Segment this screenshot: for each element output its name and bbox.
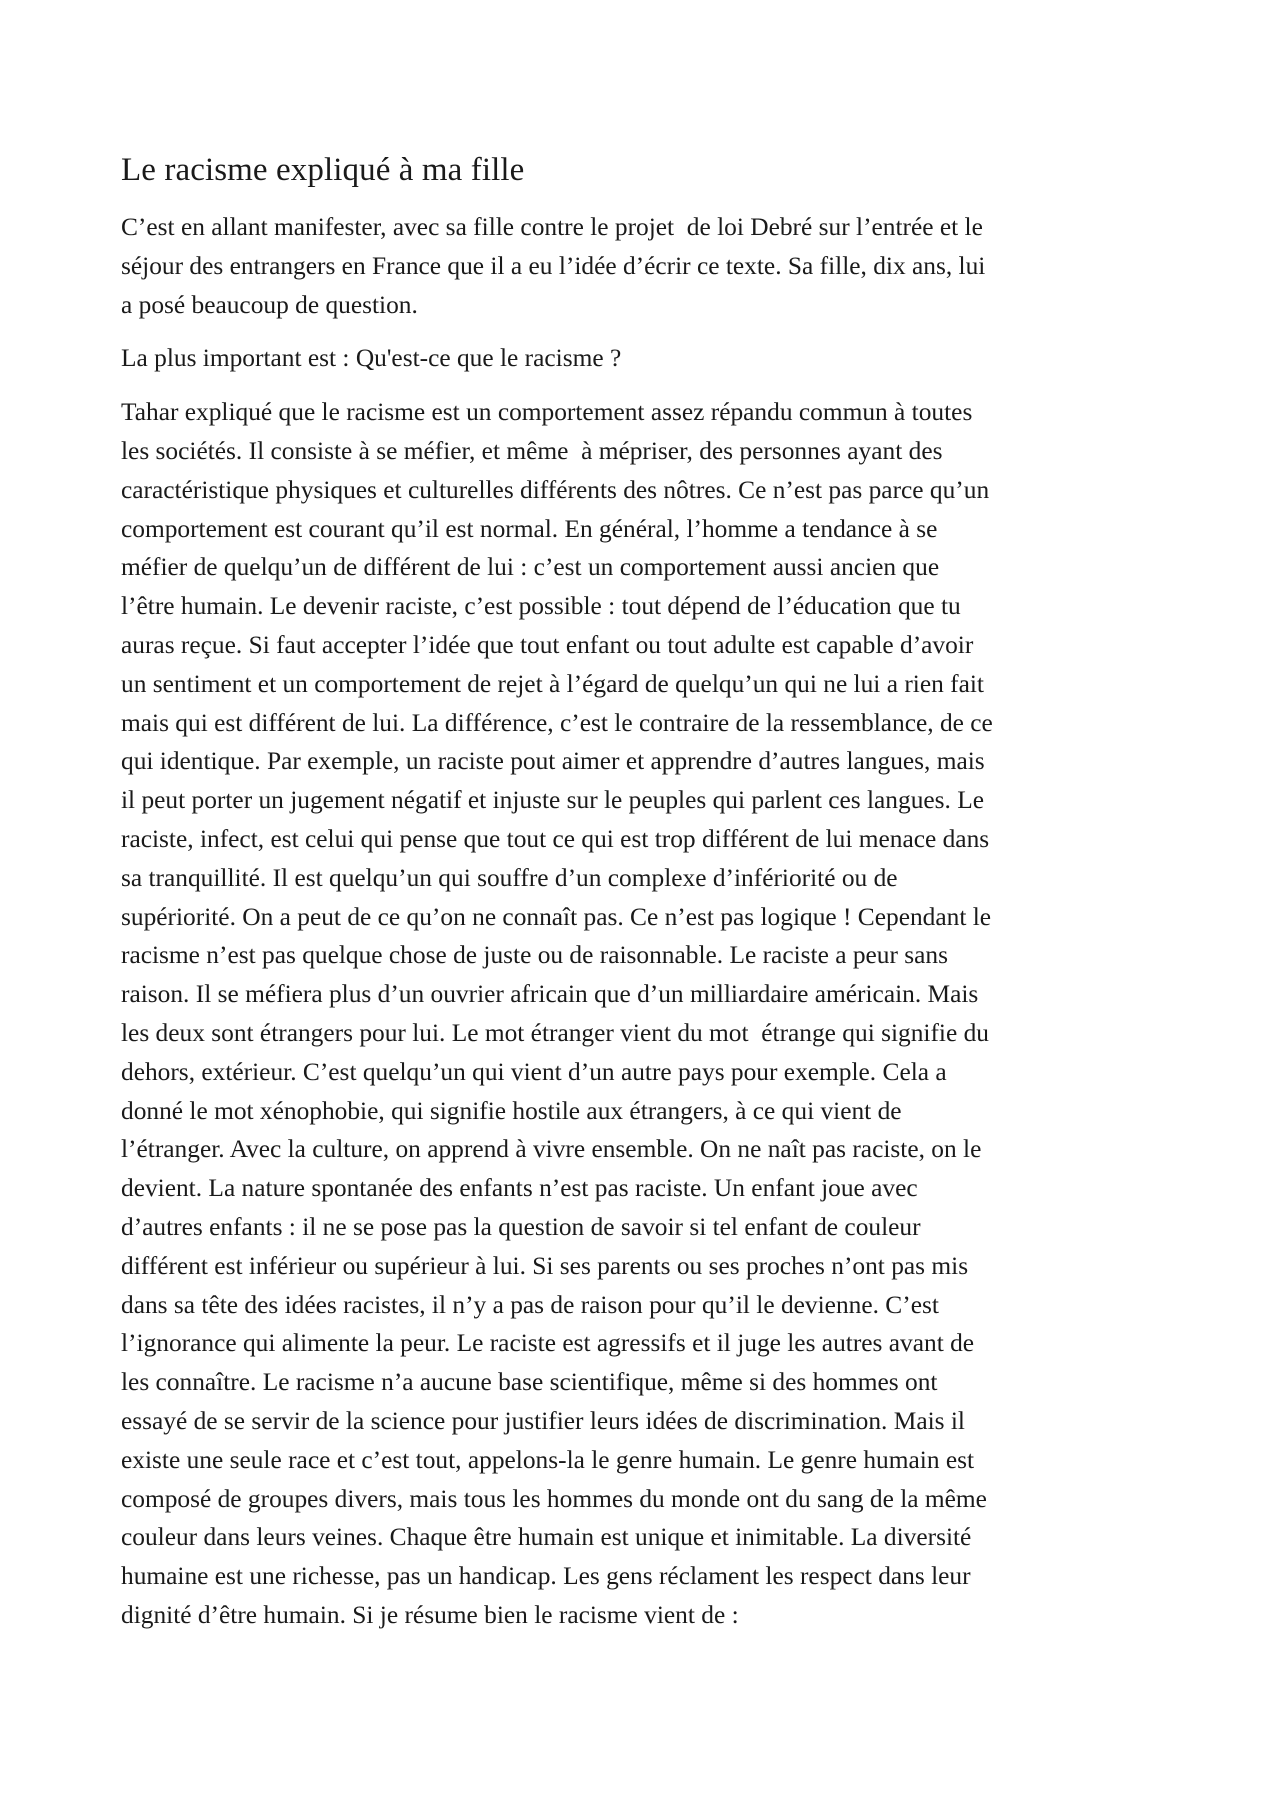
text-line: d’autres enfants : il ne se pose pas la question de savoir si tel enfant de couleur (121, 1212, 921, 1241)
text-line: dans sa tête des idées racistes, il n’y a pas de raison pour qu’il le devienne. C’est (121, 1290, 939, 1319)
text-line: un sentiment et un comportement de rejet à l’égard de quelqu’un qui ne lui a rien fait (121, 669, 984, 698)
text-line: humaine est une richesse, pas un handicap. Les gens réclament les respect dans leur (121, 1562, 971, 1591)
text-line: qui identique. Par exemple, un raciste pout aimer et apprendre d’autres langues, mais (121, 747, 985, 776)
document-body (121, 148, 1171, 1650)
text-line: l’ignorance qui alimente la peur. Le raciste est agressifs et il juge les autres avant de (121, 1329, 975, 1358)
text-line: séjour des entrangers en France que il a eu l’idée d’écrir ce texte. Sa fille, dix ans, lui (121, 251, 986, 280)
text-line: sa tranquillité. Il est quelqu’un qui souffre d’un complexe d’infériorité ou de (121, 863, 898, 892)
text-line: l’être humain. Le devenir raciste, c’est possible : tout dépend de l’éducation que tu (121, 592, 961, 621)
paragraph (121, 393, 1171, 1635)
text-line: C’est en allant manifester, avec sa fille contre le projet de loi Debré sur l’entrée et le (121, 213, 983, 241)
text-line: l’étranger. Avec la culture, on apprend à vivre ensemble. On ne naît pas raciste, on le (121, 1135, 982, 1164)
text-line: auras reçue. Si faut accepter l’idée que tout enfant ou tout adulte est capable d’avoir (121, 630, 974, 659)
text-line: La plus important est : Qu'est-ce que le racisme ? (121, 344, 622, 373)
text-line: les sociétés. Il consiste à se méfier, et même à mépriser, des personnes ayant des (121, 436, 943, 465)
paragraph (121, 208, 1171, 324)
text-line: raciste, infect, est celui qui pense que tout ce qui est trop différent de lui menace dans (121, 824, 990, 853)
text-line: existe une seule race et c’est tout, appelons-la le genre humain. Le genre humain est (121, 1445, 975, 1474)
text-line: racisme n’est pas quelque chose de juste ou de raisonnable. Le raciste a peur sans (121, 941, 949, 970)
text-line: les deux sont étrangers pour lui. Le mot étranger vient du mot étrange qui signifie du (121, 1018, 989, 1047)
text-line: a posé beaucoup de question. (121, 290, 418, 319)
text-line: dignité d’être humain. Si je résume bien le racisme vient de : (121, 1600, 739, 1629)
text-line: caractéristique physiques et culturelles différents des nôtres. Ce n’est pas parce qu’un (121, 475, 990, 504)
paragraph-list (121, 208, 1171, 1635)
text-line: donné le mot xénophobie, qui signifie hostile aux étrangers, à ce qui vient de (121, 1096, 902, 1125)
text-line: essayé de se servir de la science pour justifier leurs idées de discrimination. Mais il (121, 1406, 965, 1435)
text-line: les connaître. Le racisme n’a aucune base scientifique, même si des hommes ont (121, 1368, 938, 1397)
text-line: supériorité. On a peut de ce qu’on ne connaît pas. Ce n’est pas logique ! Cependant le (121, 902, 992, 931)
text-line: couleur dans leurs veines. Chaque être humain est unique et inimitable. La diversité (121, 1523, 972, 1552)
text-line: composé de groupes divers, mais tous les hommes du monde ont du sang de la même (121, 1484, 987, 1513)
text-line: comportement est courant qu’il est normal. En général, l’homme a tendance à se (121, 514, 938, 543)
paragraph (121, 339, 1171, 378)
text-line: différent est inférieur ou supérieur à lui. Si ses parents ou ses proches n’ont pas mis (121, 1251, 969, 1280)
text-line: devient. La nature spontanée des enfants n’est pas raciste. Un enfant joue avec (121, 1174, 918, 1203)
text-line: Tahar expliqué que le racisme est un comportement assez répandu commun à toutes (121, 398, 973, 427)
text-line: dehors, extérieur. C’est quelqu’un qui vient d’un autre pays pour exemple. Cela a (121, 1057, 947, 1086)
text-line: mais qui est différent de lui. La différence, c’est le contraire de la ressemblance, de ce (121, 708, 993, 737)
text-line: méfier de quelqu’un de différent de lui : c’est un comportement aussi ancien que (121, 553, 940, 582)
text-line: il peut porter un jugement négatif et injuste sur le peuples qui parlent ces langues. Le (121, 786, 985, 815)
document-title: Le racisme expliqué à ma fille (121, 152, 525, 188)
text-line: raison. Il se méfiera plus d’un ouvrier africain que d’un milliardaire américain. Mais (121, 980, 979, 1009)
